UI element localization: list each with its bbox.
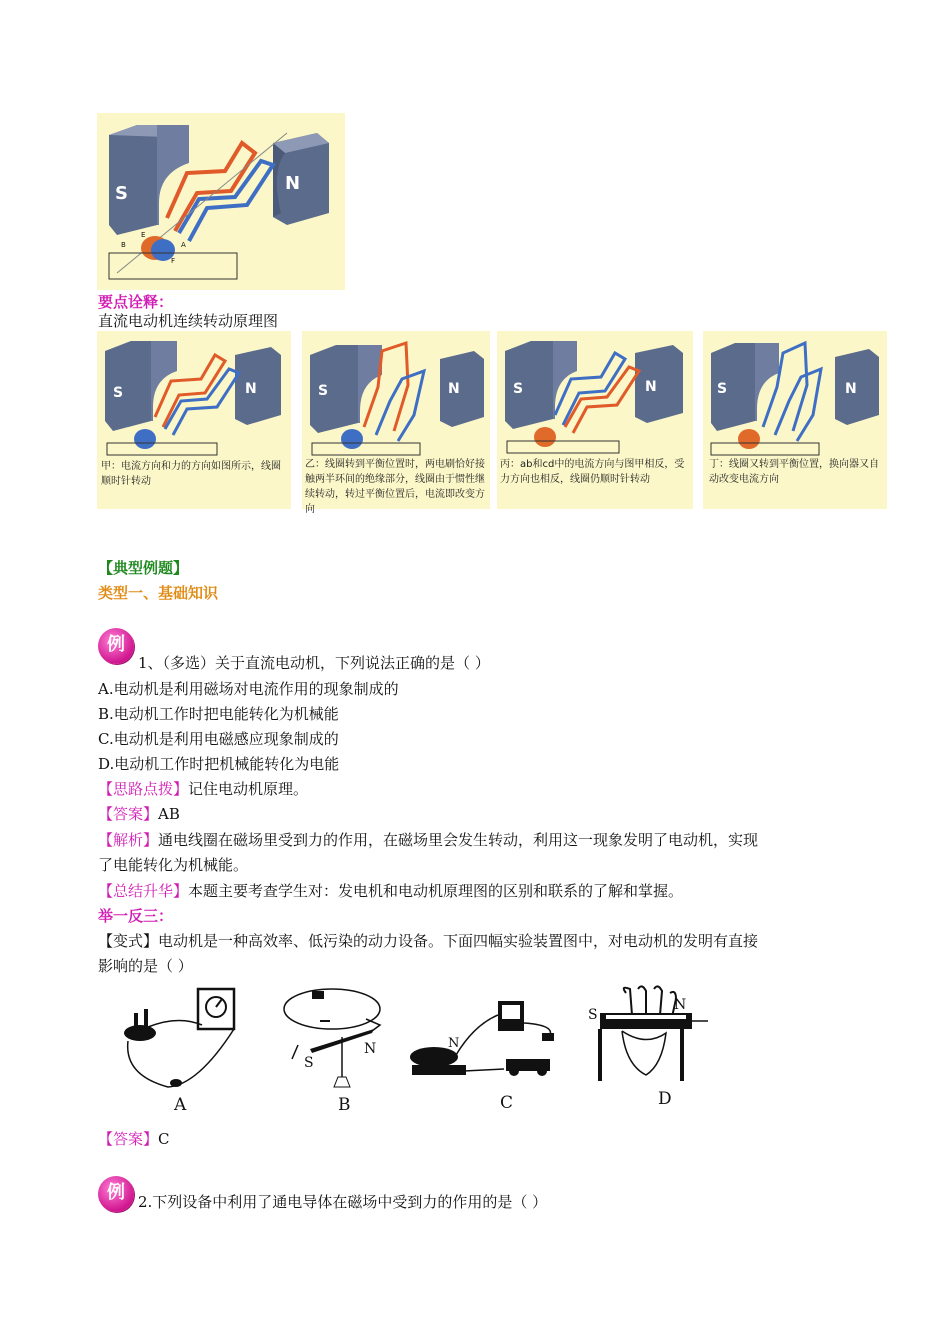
examples-heading: 【典型例题】 <box>98 559 189 577</box>
pole-s-label: S <box>115 183 128 204</box>
key-points-subtitle: 直流电动机连续转动原理图 <box>98 312 279 330</box>
panel-1-caption: 甲：电流方向和力的方向如图所示，线圈顺时针转动 <box>101 461 281 487</box>
hint-tag: 【思路点拨】 <box>98 780 189 798</box>
motor-diagram-main <box>97 113 345 290</box>
panel-4-caption: 丁：线圈又转到平衡位置，换向器又自动改变电流方向 <box>709 459 879 485</box>
figure-c-label: C <box>500 1093 514 1113</box>
svg-text:S: S <box>318 383 329 399</box>
answer-tag: 【答案】 <box>98 805 159 823</box>
figure-a <box>118 985 243 1120</box>
fig-b-n-mark: N <box>364 1041 377 1057</box>
figure-c <box>404 985 564 1120</box>
practice-heading: 举一反三： <box>98 907 174 925</box>
example-badge-icon: 例 <box>98 628 134 664</box>
q2-stem: 2.下列设备中利用了通电导体在磁场中受到力的作用的是（ ） <box>138 1193 548 1211</box>
practice-line2: 影响的是（ ） <box>98 957 193 975</box>
q1-option-d: D.电动机工作时把机械能转化为电能 <box>98 755 340 773</box>
q1-analysis-line2: 了电能转化为机械能。 <box>98 856 249 874</box>
svg-text:N: N <box>845 381 857 397</box>
practice-answer-tag: 【答案】 <box>98 1130 159 1148</box>
q1-option-c: C.电动机是利用电磁感应现象制成的 <box>98 730 339 748</box>
panel-3-caption: 丙：ab和cd中的电流方向与图甲相反，受力方向也相反，线圈仍顺时针转动 <box>500 459 685 485</box>
panel-2-caption: 乙：线圈转到平衡位置时，两电刷恰好接触两半环间的绝缘部分，线圈由于惯性继续转动，转过平衡位置后，电流即改变方向 <box>305 459 485 515</box>
q1-summary <box>98 879 683 904</box>
principle-panel-2 <box>302 331 490 515</box>
q1-stem: 1、（多选）关于直流电动机，下列说法正确的是（ ） <box>138 654 490 672</box>
q1-answer <box>98 802 180 827</box>
practice-text-1: 电动机是一种高效率、低污染的动力设备。下面四幅实验装置图中，对电动机的发明有直接 <box>158 932 759 950</box>
pole-n-label: N <box>285 173 301 194</box>
summary-tag: 【总结升华】 <box>98 882 189 900</box>
principle-panel-4 <box>703 331 887 509</box>
q1-option-a: A.电动机是利用磁场对电流作用的现象制成的 <box>98 680 399 698</box>
q1-hint <box>98 777 308 802</box>
ring-e-label: E <box>141 231 146 239</box>
practice-answer-text: C <box>158 1130 170 1148</box>
fig-d-s-mark: S <box>588 1007 598 1023</box>
q1-analysis-line1 <box>98 828 758 853</box>
q1-option-b: B.电动机工作时把电能转化为机械能 <box>98 705 339 723</box>
brush-a-label: A <box>181 241 186 249</box>
ring-f-label: F <box>171 257 176 265</box>
figure-a-label: A <box>174 1095 187 1115</box>
brush-b-label: B <box>121 241 126 249</box>
figure-d <box>586 985 716 1120</box>
type-heading: 类型一、基础知识 <box>98 584 219 602</box>
practice-answer <box>98 1127 170 1152</box>
example-badge-icon-2: 例 <box>98 1176 134 1212</box>
svg-text:N: N <box>645 379 657 395</box>
svg-text:S: S <box>113 385 124 401</box>
fig-d-n-mark: N <box>674 997 687 1013</box>
figure-b <box>280 985 405 1120</box>
analysis-text-1: 通电线圈在磁场里受到力的作用，在磁场里会发生转动，利用这一现象发明了电动机，实现 <box>158 831 759 849</box>
svg-text:N: N <box>448 381 460 397</box>
svg-text:N: N <box>245 381 257 397</box>
practice-tag: 【变式】 <box>98 932 159 950</box>
svg-text:S: S <box>513 381 524 397</box>
fig-c-n-mark: N <box>448 1036 460 1051</box>
answer-text: AB <box>158 805 180 823</box>
figure-b-label: B <box>338 1095 351 1115</box>
analysis-tag: 【解析】 <box>98 831 159 849</box>
summary-text: 本题主要考查学生对：发电机和电动机原理图的区别和联系的了解和掌握。 <box>188 882 684 900</box>
principle-panel-1 <box>97 331 291 509</box>
figure-d-label: D <box>658 1089 672 1109</box>
key-points-heading: 要点诠释： <box>98 293 174 311</box>
fig-b-s-mark: S <box>304 1055 314 1071</box>
svg-text:S: S <box>717 381 728 397</box>
hint-text: 记住电动机原理。 <box>188 780 309 798</box>
principle-panel-3 <box>497 331 693 509</box>
practice-line1 <box>98 929 758 954</box>
